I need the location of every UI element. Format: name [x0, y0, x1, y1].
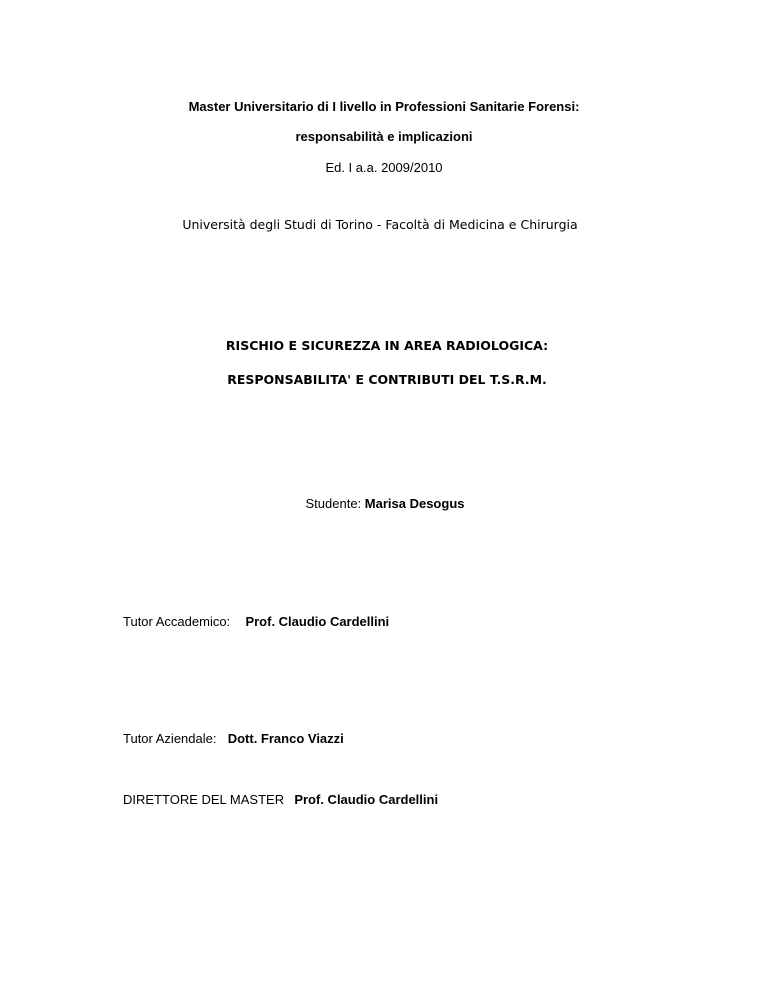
master-title: Master Universitario di I livello in Professioni Sanitarie Forensi:: [188, 99, 580, 114]
student-line: [1, 496, 768, 512]
company-tutor-line: [123, 731, 344, 747]
master-subtitle: responsabilità e implicazioni: [295, 129, 473, 144]
student-label: Studente:: [305, 496, 362, 511]
edition-label: Ed. I a.a. 2009/2010: [325, 160, 443, 175]
academic-tutor-label: Tutor Accademico:: [123, 614, 231, 629]
director-name: Prof. Claudio Cardellini: [294, 792, 439, 807]
academic-tutor-line: [123, 614, 389, 630]
university-faculty: Università degli Studi di Torino - Facoltà di Medicina e Chirurgia: [182, 217, 578, 232]
thesis-title-line-1: RISCHIO E SICUREZZA IN AREA RADIOLOGICA:: [225, 338, 549, 353]
thesis-title-line-2: RESPONSABILITA' E CONTRIBUTI DEL T.S.R.M.: [227, 372, 547, 387]
director-label: DIRETTORE DEL MASTER: [123, 792, 285, 807]
student-name: Marisa Desogus: [364, 496, 465, 511]
company-tutor-name: Dott. Franco Viazzi: [227, 731, 344, 746]
academic-tutor-name: Prof. Claudio Cardellini: [245, 614, 390, 629]
director-line: [123, 792, 438, 808]
company-tutor-label: Tutor Aziendale:: [123, 731, 217, 746]
